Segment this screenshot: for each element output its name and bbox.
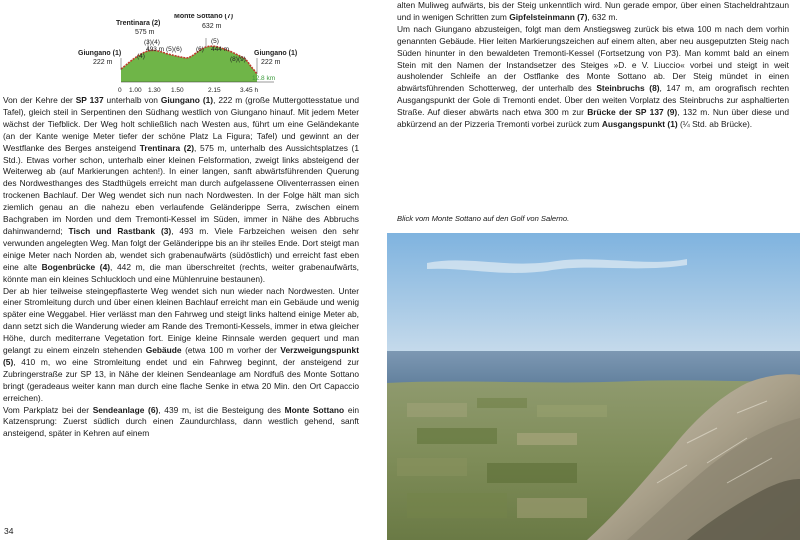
bold-term: Gipfelsteinmann (7) xyxy=(509,11,588,22)
bold-term: Giungano (1) xyxy=(160,95,214,105)
bold-term: Sendeanlage (6) xyxy=(92,404,159,415)
distance-label: 12.8 km xyxy=(252,75,276,82)
marker-8-9: (8)(9) xyxy=(230,56,246,63)
text-run: , 222 m (große Muttergottesstatue und Tafel), gleich steil in Serpentinen den Südhang westlich von Giungano hinauf. Mit jedem Meter wächst der Tiefblick. Der Weg holt schließlich nach Westen aus, führt um eine Geländekante (an der Kante wenige Meter tiefer der schöne Platz La Figura; Tafel) und gewinnt an der Westflanke des Berges ansteigend xyxy=(3,95,359,153)
left-text-paragraph xyxy=(3,286,359,405)
end-name: Giungano (1) xyxy=(254,50,298,57)
bold-term: Gebäude xyxy=(145,345,182,356)
text-run: (etwa 100 m vorher der xyxy=(181,345,281,356)
marker-444: 444 m xyxy=(211,46,230,53)
bold-term: Tisch und Rastbank (3) xyxy=(68,225,172,236)
time-2: 1.30 xyxy=(148,87,161,94)
text-run: alten Muliweg aufwärts, bis der Steig unkenntlich wird. Nun gerade empor, über einen Stacheldrahtzaun und in wenigen Schritten zum xyxy=(397,0,789,22)
bold-term: Trentinara (2) xyxy=(139,142,195,153)
elevation-profile xyxy=(38,14,338,107)
marker-6: (6) xyxy=(196,46,204,53)
peak-trentinara-elev: 575 m xyxy=(135,29,155,36)
marker-4: (4) xyxy=(137,53,145,60)
left-text-paragraph xyxy=(3,405,359,441)
end-elev: 222 m xyxy=(261,59,281,66)
photo-caption: Blick vom Monte Sottano auf den Golf von Salerno. xyxy=(397,214,570,223)
landscape-photo-svg xyxy=(387,233,800,540)
page-number: 34 xyxy=(4,526,14,536)
right-text-paragraph xyxy=(397,24,789,131)
marker-3-4: (3)(4) xyxy=(144,39,160,46)
text-run: , 147 m, am orografisch rechten Ausgangspunkt der Gole di Tremonti endet. Über den weiten Vorplatz des Steinbruchs zur asphaltierten Straße. Auf dieser abwärts nach etwa 300 m zur xyxy=(397,83,789,118)
time-3: 1.50 xyxy=(171,87,184,94)
landscape-photo xyxy=(387,233,800,540)
text-run: ein Katzensprung: Zuerst südlich durch einen Zaundurchlass, dann westlich gehend, sanft ansteigend, später in Kehren auf einem xyxy=(3,404,359,439)
text-run: , 439 m, ist die Besteigung des xyxy=(158,404,285,415)
bold-term: Verzweigungspunkt (5) xyxy=(3,345,359,367)
bold-term: Bogenbrücke (4) xyxy=(41,261,111,272)
time-1: 1.00 xyxy=(129,87,142,94)
start-name: Giungano (1) xyxy=(78,50,122,57)
time-4: 2.15 xyxy=(208,87,221,94)
bold-term: SP 137 xyxy=(75,95,104,105)
text-run: , 493 m. Viele Farbzeichen weisen den sehr verwunden angelegten Weg. Man folgt der Geländerippe bis an ihr steiles Ende. Dort steigt man einige Meter nach Norden ab, wendet sich grabenaufwärts (südöstlich) und erreicht fast eben eine alte xyxy=(3,225,359,272)
text-run: , 410 m, wo eine Stromleitung endet und ein Fahrweg beginnt, der ansteigend zur Zubringerstraße zur SP 13, in Nähe der kleinen Sendeanlage am Nordfuß des Monte Sottano bringt (geradeaus weiter kann man durch eine flache Senke in etwa 20 Min. den Ort Capaccio erreichen). xyxy=(3,356,359,403)
text-run: Vom Parkplatz bei der xyxy=(3,404,93,415)
peak-trentinara-name: Trentinara (2) xyxy=(116,20,161,27)
right-text-paragraph xyxy=(397,0,789,24)
bold-term: Brücke der SP 137 (9) xyxy=(587,107,678,118)
text-run: Der ab hier teilweise steingepflasterte Weg wendet sich nun wieder nach Nordwesten. Unter einer Stromleitung durch und über einen kleinen Bachlauf erreicht man ein Gebäude und wenig später eine Weggabel. Hier verlässt man den Fahrweg und steigt links haltend einige Meter ab, dann setzt sich die Wanderung wieder am Rande des Tremonti-Kessels, immer in etwa gleicher Höhe, durch mediterrane Vegetation fort. Einige kleine Rinnsale werden gequert und man gelangt zu einem einzeln stehenden xyxy=(3,285,359,356)
text-run: (¼ Std. ab Brücke). xyxy=(677,119,753,130)
text-run: unterhalb von xyxy=(103,95,161,105)
left-column-text xyxy=(3,95,359,440)
profile-area xyxy=(121,46,257,82)
time-0: 0 xyxy=(118,87,122,94)
peak-sottano-elev: 632 m xyxy=(202,23,222,30)
marker-5-6: (5)(6) xyxy=(166,46,182,53)
elevation-profile-chart xyxy=(38,14,338,96)
right-column-text xyxy=(397,0,789,131)
bold-term: Steinbruchs (8) xyxy=(596,83,660,94)
text-run: Von der Kehre der xyxy=(3,95,76,105)
marker-5: (5) xyxy=(211,38,219,45)
text-run: , 132 m. Nun über diese und abkürzend an der Pizzeria Tremonti vorbei zurück zum xyxy=(397,107,789,130)
peak-sottano-name: Monte Sottano (7) xyxy=(174,14,234,20)
time-5: 3.45 h xyxy=(240,87,259,94)
text-run: Um nach Giungano abzusteigen, folgt man dem Anstiegsweg zurück bis etwa 100 m nach dem vorhin genannten Gebäude. Hier leiten Markierungszeichen auf einem alten, aber neu ausgeputzten Steig nach Süden hinunter in den bewaldeten Tremonti-Kessel (Fortsetzung von P3). Man kommt bald an einem Stein mit den Namen der Instandsetzer des Steiges »D. e V. Liuccio« vorbei und steigt in weit ausholender Schleife an der Ostflanke des Monte Sottano ab. Der Steig mündet in einen abwärtsführenden Schotterweg, der unterhalb des xyxy=(397,23,789,94)
marker-493: 493 m xyxy=(146,46,165,53)
text-run: , 442 m, die man überschreitet (rechts, weiter grabenaufwärts, könnte man ein kleines Schluckloch und eine Mühlenruine bestaunen). xyxy=(3,261,359,284)
bold-term: Monte Sottano xyxy=(284,404,345,415)
text-run: , 632 m. xyxy=(587,11,618,22)
start-elev: 222 m xyxy=(93,59,113,66)
left-text-paragraph xyxy=(3,95,359,286)
bold-term: Ausgangspunkt (1) xyxy=(601,119,678,130)
text-run: , 575 m, unterhalb des Aussichtsplatzes (1 Std.). Etwas vorher schon, unterhalb einer kleinen Felsformation, zweigt links absteigend der Weiterweg ab (auf Markierungen achten!). In einer langen, sanft abwärtsführenden Querung des Nordwesthanges des Stadthügels erreicht man durch aufgelassene Oliventerrassen einen trockenen Bachlauf. Der Weg wendet sich nun nach Nordwesten. In der Folge hält man sich ziemlich genau an die nahezu eben verlaufende Geländerippe Serra, zwischen einem Bachgraben im Norden und dem Tremonti-Kessel im Süden, immer in Nähe des Abbruchs dahinwandernd; xyxy=(3,142,359,236)
